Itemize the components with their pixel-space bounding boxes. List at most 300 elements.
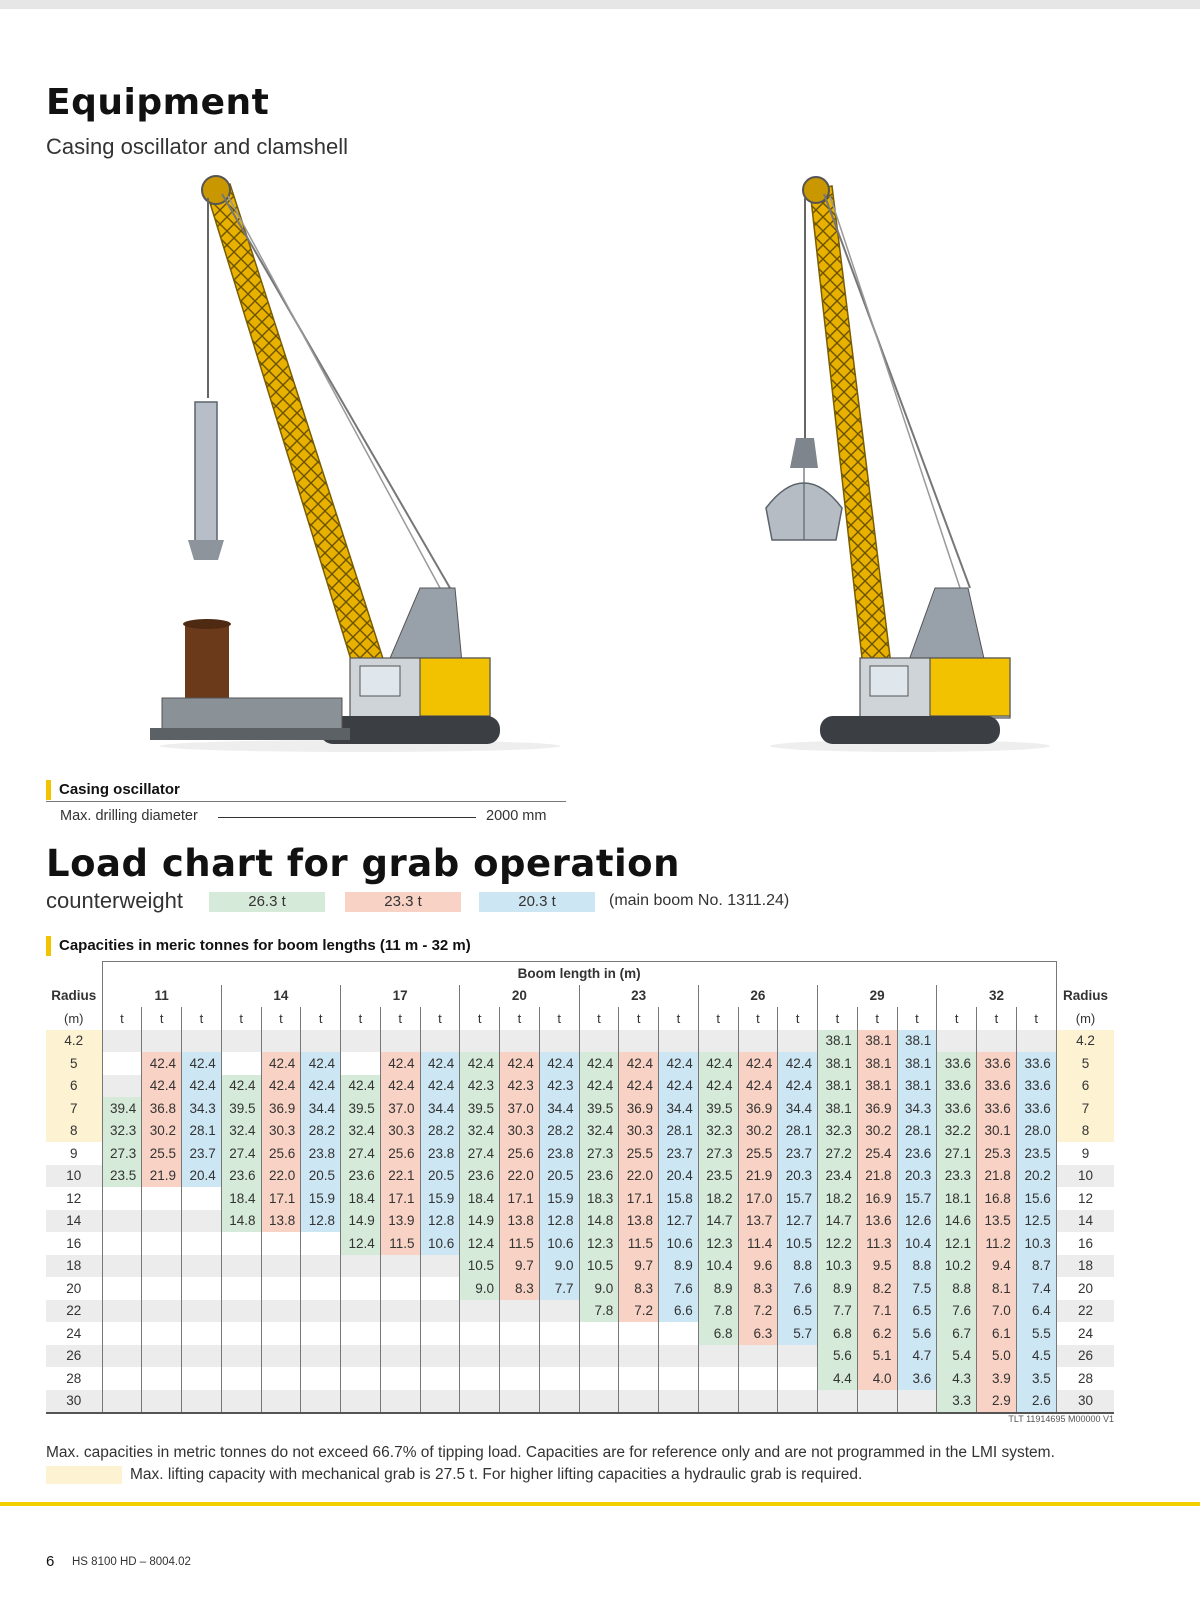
unit-cell: t: [301, 1007, 341, 1030]
table-header-row: [46, 962, 1114, 985]
capacity-cell: [460, 1390, 500, 1413]
capacity-cell: 6.3: [738, 1322, 778, 1345]
capacity-cell: 11.3: [857, 1232, 897, 1255]
capacity-cell: 5.1: [857, 1345, 897, 1368]
capacity-cell: [301, 1300, 341, 1323]
capacity-cell: 32.2: [937, 1120, 977, 1143]
capacity-cell: 14.8: [579, 1210, 619, 1233]
capacity-cell: 4.5: [1016, 1345, 1056, 1368]
capacity-cell: 30.2: [142, 1120, 182, 1143]
capacity-cell: 18.3: [579, 1187, 619, 1210]
section-rule: [46, 801, 566, 802]
boom-lengths-row: [46, 985, 1114, 1008]
capacity-cell: [659, 1390, 699, 1413]
capacity-cell: 42.4: [659, 1075, 699, 1098]
capacity-cell: 14.8: [221, 1210, 261, 1233]
capacity-cell: 25.6: [261, 1142, 301, 1165]
unit-cell: t: [619, 1007, 659, 1030]
capacity-cell: 20.3: [897, 1165, 937, 1188]
capacity-cell: 6.7: [937, 1322, 977, 1345]
capacity-cell: 28.1: [897, 1120, 937, 1143]
capacity-cell: 42.3: [460, 1075, 500, 1098]
unit-cell: t: [698, 1007, 738, 1030]
capacity-cell: 10.6: [420, 1232, 460, 1255]
capacity-cell: 15.7: [897, 1187, 937, 1210]
radius-value: 5: [46, 1052, 102, 1075]
capacity-cell: 25.5: [142, 1142, 182, 1165]
capacity-cell: [182, 1390, 222, 1413]
radius-value: 10: [46, 1165, 102, 1188]
capacity-cell: 32.4: [221, 1120, 261, 1143]
unit-cell: t: [659, 1007, 699, 1030]
capacity-cell: 20.5: [301, 1165, 341, 1188]
capacity-cell: 7.7: [539, 1277, 579, 1300]
capacity-cell: [261, 1030, 301, 1053]
radius-value: 18: [1056, 1255, 1114, 1278]
capacity-cell: 23.7: [778, 1142, 818, 1165]
capacity-cell: 6.6: [659, 1300, 699, 1323]
radius-value: 5: [1056, 1052, 1114, 1075]
capacity-cell: [142, 1367, 182, 1390]
unit-cell: t: [857, 1007, 897, 1030]
page-number: 6: [46, 1553, 55, 1570]
radius-value: 12: [1056, 1187, 1114, 1210]
capacity-cell: 6.2: [857, 1322, 897, 1345]
capacity-cell: [659, 1367, 699, 1390]
capacity-cell: 18.2: [698, 1187, 738, 1210]
capacity-cell: 5.4: [937, 1345, 977, 1368]
capacity-cell: 39.5: [698, 1097, 738, 1120]
capacity-cell: 10.3: [1016, 1232, 1056, 1255]
unit-cell: t: [420, 1007, 460, 1030]
capacity-cell: [182, 1255, 222, 1278]
capacity-cell: [500, 1300, 540, 1323]
capacity-cell: 28.1: [182, 1120, 222, 1143]
capacity-cell: 28.1: [778, 1120, 818, 1143]
unit-cell: t: [579, 1007, 619, 1030]
capacity-cell: 28.2: [420, 1120, 460, 1143]
unit-cell: t: [818, 1007, 858, 1030]
capacity-cell: 9.4: [977, 1255, 1017, 1278]
radius-value: 26: [1056, 1345, 1114, 1368]
radius-value: 16: [1056, 1232, 1114, 1255]
radius-value: 26: [46, 1345, 102, 1368]
capacity-cell: 8.3: [738, 1277, 778, 1300]
capacity-cell: 5.6: [818, 1345, 858, 1368]
capacity-cell: 5.0: [977, 1345, 1017, 1368]
capacity-cell: [380, 1030, 420, 1053]
mechanical-grab-note: Max. lifting capacity with mechanical grab is 27.5 t. For higher lifting capacities a hydraulic grab is required.: [130, 1466, 863, 1483]
capacity-cell: 12.1: [937, 1232, 977, 1255]
capacity-cell: [500, 1367, 540, 1390]
capacity-cell: [221, 1345, 261, 1368]
table-bottom-rule: [46, 1412, 1114, 1414]
capacity-cell: 42.4: [579, 1075, 619, 1098]
capacity-cell: 23.6: [460, 1165, 500, 1188]
spec-label: Max. drilling diameter: [60, 808, 198, 824]
capacity-cell: [301, 1255, 341, 1278]
capacity-cell: [420, 1255, 460, 1278]
boom-length-29: 29: [818, 985, 937, 1008]
capacity-cell: 34.4: [778, 1097, 818, 1120]
capacity-cell: [301, 1030, 341, 1053]
capacity-cell: 21.9: [738, 1165, 778, 1188]
corner-cell: [46, 962, 102, 985]
counterweight-26-3: 26.3 t: [209, 892, 325, 912]
capacity-cell: 8.7: [1016, 1255, 1056, 1278]
capacity-cell: 34.3: [182, 1097, 222, 1120]
capacity-cell: [142, 1030, 182, 1053]
capacity-cell: 42.4: [420, 1075, 460, 1098]
capacity-cell: 14.7: [818, 1210, 858, 1233]
table-row: [46, 1345, 1114, 1368]
capacity-cell: [221, 1367, 261, 1390]
table-row: [46, 1052, 1114, 1075]
capacity-cell: 42.4: [619, 1075, 659, 1098]
capacity-cell: [698, 1345, 738, 1368]
radius-value: 30: [46, 1390, 102, 1413]
capacity-cell: [460, 1367, 500, 1390]
capacity-cell: 12.7: [778, 1210, 818, 1233]
radius-value: 9: [69, 1145, 78, 1161]
unit-cell: t: [341, 1007, 381, 1030]
capacity-cell: [341, 1052, 381, 1075]
capacity-cell: 27.3: [698, 1142, 738, 1165]
capacity-cell: [738, 1367, 778, 1390]
capacity-cell: 34.4: [420, 1097, 460, 1120]
radius-value: 16: [66, 1235, 82, 1251]
capacity-cell: 36.9: [261, 1097, 301, 1120]
capacity-cell: 4.0: [857, 1367, 897, 1390]
capacity-cell: 10.5: [778, 1232, 818, 1255]
table-row: [46, 1165, 1114, 1188]
boom-length-14: 14: [221, 985, 340, 1008]
unit-cell: t: [778, 1007, 818, 1030]
capacity-cell: [221, 1322, 261, 1345]
capacity-cell: 3.3: [937, 1390, 977, 1413]
unit-cell: t: [142, 1007, 182, 1030]
capacity-cell: [261, 1367, 301, 1390]
capacity-cell: 42.4: [380, 1075, 420, 1098]
capacity-cell: 42.4: [261, 1075, 301, 1098]
capacity-cell: [142, 1277, 182, 1300]
capacity-cell: 7.0: [977, 1300, 1017, 1323]
boom-length-26: 26: [698, 985, 817, 1008]
capacity-cell: 20.3: [778, 1165, 818, 1188]
boom-length-23: 23: [579, 985, 698, 1008]
capacity-cell: 42.4: [182, 1075, 222, 1098]
capacity-cell: 23.5: [102, 1165, 142, 1188]
capacity-cell: 38.1: [857, 1030, 897, 1053]
capacity-cell: 15.6: [1016, 1187, 1056, 1210]
crane-casing-oscillator-illustration: [150, 168, 570, 768]
capacity-cell: 3.9: [977, 1367, 1017, 1390]
capacity-cell: [579, 1390, 619, 1413]
capacity-cell: 33.6: [977, 1097, 1017, 1120]
radius-value: 10: [1056, 1165, 1114, 1188]
load-chart-table: [46, 961, 1114, 1412]
capacity-cell: [698, 1390, 738, 1413]
capacity-cell: [102, 1300, 142, 1323]
capacity-cell: [221, 1030, 261, 1053]
capacity-cell: 6.5: [778, 1300, 818, 1323]
capacity-cell: 28.2: [301, 1120, 341, 1143]
capacity-cell: 38.1: [857, 1052, 897, 1075]
capacity-cell: 28.0: [1016, 1120, 1056, 1143]
casing-oscillator-heading: Casing oscillator: [46, 780, 180, 800]
capacity-cell: [261, 1277, 301, 1300]
capacity-cell: 7.2: [738, 1300, 778, 1323]
capacity-cell: 12.8: [420, 1210, 460, 1233]
capacity-cell: [301, 1277, 341, 1300]
capacity-cell: 14.9: [460, 1210, 500, 1233]
capacity-cell: 42.4: [698, 1075, 738, 1098]
table-row: [46, 1097, 1114, 1120]
capacity-cell: [619, 1030, 659, 1053]
capacity-cell: [341, 1030, 381, 1053]
capacity-cell: [857, 1390, 897, 1413]
capacity-cell: 36.9: [619, 1097, 659, 1120]
capacity-cell: 23.8: [539, 1142, 579, 1165]
capacity-cell: 9.5: [857, 1255, 897, 1278]
capacity-cell: 36.9: [738, 1097, 778, 1120]
radius-value: 22: [1056, 1300, 1114, 1323]
capacity-cell: 42.4: [738, 1052, 778, 1075]
unit-cell: t: [897, 1007, 937, 1030]
capacity-cell: [897, 1390, 937, 1413]
capacity-cell: [102, 1232, 142, 1255]
capacity-cell: 23.6: [341, 1165, 381, 1188]
boom-note: (main boom No. 1311.24): [609, 892, 790, 909]
capacity-cell: 39.4: [102, 1097, 142, 1120]
mechanical-grab-legend-swatch: [46, 1466, 122, 1484]
capacity-cell: 9.7: [500, 1255, 540, 1278]
capacity-cell: 30.1: [977, 1120, 1017, 1143]
capacity-cell: 42.4: [698, 1052, 738, 1075]
capacity-cell: [182, 1322, 222, 1345]
capacity-cell: 34.4: [539, 1097, 579, 1120]
capacity-cell: 30.3: [619, 1120, 659, 1143]
capacity-cell: [539, 1390, 579, 1413]
capacity-cell: [142, 1322, 182, 1345]
capacity-cell: 37.0: [380, 1097, 420, 1120]
capacity-cell: [659, 1322, 699, 1345]
spec-leader-line: [218, 817, 476, 818]
capacity-cell: 10.4: [897, 1232, 937, 1255]
radius-unit: (m): [64, 1010, 84, 1026]
table-row: [46, 1187, 1114, 1210]
capacity-cell: [539, 1300, 579, 1323]
capacity-cell: 7.2: [619, 1300, 659, 1323]
capacity-cell: [579, 1345, 619, 1368]
capacity-cell: [380, 1255, 420, 1278]
document-name: HS 8100 HD – 8004.02: [72, 1556, 191, 1568]
capacity-cell: [539, 1367, 579, 1390]
capacity-cell: 23.7: [182, 1142, 222, 1165]
capacity-cell: [579, 1030, 619, 1053]
capacity-cell: 33.6: [977, 1075, 1017, 1098]
radius-value: 24: [1056, 1322, 1114, 1345]
radius-value: 9: [1056, 1142, 1114, 1165]
capacity-cell: 8.8: [897, 1255, 937, 1278]
capacity-cell: 34.4: [301, 1097, 341, 1120]
capacity-cell: 7.5: [897, 1277, 937, 1300]
capacity-cell: 5.7: [778, 1322, 818, 1345]
capacity-cell: [619, 1367, 659, 1390]
radius-value: 28: [66, 1370, 82, 1386]
capacity-cell: [659, 1345, 699, 1368]
capacity-cell: 12.3: [579, 1232, 619, 1255]
capacity-cell: 32.4: [341, 1120, 381, 1143]
capacity-cell: [221, 1277, 261, 1300]
boom-length-17: 17: [341, 985, 460, 1008]
capacity-cell: 38.1: [818, 1097, 858, 1120]
capacity-cell: 12.2: [818, 1232, 858, 1255]
capacity-cell: 8.1: [977, 1277, 1017, 1300]
capacity-cell: 42.4: [420, 1052, 460, 1075]
table-row: [46, 1277, 1114, 1300]
capacity-cell: 17.1: [261, 1187, 301, 1210]
capacity-cell: 18.4: [460, 1187, 500, 1210]
capacity-cell: 11.5: [500, 1232, 540, 1255]
capacity-cell: 12.5: [1016, 1210, 1056, 1233]
capacity-cell: 2.9: [977, 1390, 1017, 1413]
capacity-cell: [778, 1367, 818, 1390]
capacity-cell: 11.5: [619, 1232, 659, 1255]
radius-value: 4.2: [46, 1030, 102, 1053]
capacity-cell: [698, 1367, 738, 1390]
capacity-cell: 4.4: [818, 1367, 858, 1390]
capacity-cell: [539, 1322, 579, 1345]
capacity-cell: 3.5: [1016, 1367, 1056, 1390]
radius-value: 7: [46, 1097, 102, 1120]
capacity-cell: 42.4: [301, 1052, 341, 1075]
capacity-cell: [261, 1255, 301, 1278]
page-title: Equipment: [46, 82, 270, 123]
capacity-cell: 36.8: [142, 1097, 182, 1120]
capacity-cell: 10.6: [659, 1232, 699, 1255]
capacity-cell: [341, 1300, 381, 1323]
radius-value: 12: [66, 1190, 82, 1206]
capacity-cell: [102, 1277, 142, 1300]
capacity-cell: [142, 1210, 182, 1233]
capacity-cell: 9.7: [619, 1255, 659, 1278]
radius-value: 30: [1056, 1390, 1114, 1413]
capacity-cell: [380, 1345, 420, 1368]
capacity-cell: 14.6: [937, 1210, 977, 1233]
capacity-cell: 15.8: [659, 1187, 699, 1210]
table-row: [46, 1120, 1114, 1143]
radius-value: 6: [1056, 1075, 1114, 1098]
capacity-cell: [261, 1300, 301, 1323]
capacity-cell: 32.4: [579, 1120, 619, 1143]
radius-value: 14: [46, 1210, 102, 1233]
capacity-cell: 23.6: [897, 1142, 937, 1165]
capacity-cell: 9.0: [579, 1277, 619, 1300]
unit-cell: t: [539, 1007, 579, 1030]
capacity-cell: [301, 1367, 341, 1390]
capacity-cell: 42.4: [142, 1075, 182, 1098]
capacity-cell: 23.8: [301, 1142, 341, 1165]
capacity-cell: [778, 1345, 818, 1368]
capacity-cell: 3.6: [897, 1367, 937, 1390]
capacity-cell: [102, 1052, 142, 1075]
capacity-cell: [182, 1187, 222, 1210]
capacity-cell: 6.5: [897, 1300, 937, 1323]
capacity-cell: [341, 1390, 381, 1413]
capacity-cell: 22.0: [500, 1165, 540, 1188]
capacity-cell: [102, 1187, 142, 1210]
table-row: [46, 1322, 1114, 1345]
capacity-cell: 9.0: [460, 1277, 500, 1300]
capacity-cell: [102, 1322, 142, 1345]
capacity-cell: 38.1: [818, 1075, 858, 1098]
capacity-cell: 42.4: [460, 1052, 500, 1075]
capacity-cell: 33.6: [937, 1075, 977, 1098]
capacity-cell: 5.6: [897, 1322, 937, 1345]
capacity-cell: 42.4: [778, 1075, 818, 1098]
capacity-cell: [420, 1277, 460, 1300]
capacity-cell: [221, 1390, 261, 1413]
capacity-cell: 25.6: [380, 1142, 420, 1165]
capacity-cell: 20.5: [539, 1165, 579, 1188]
capacity-cell: [182, 1300, 222, 1323]
capacity-cell: 6.1: [977, 1322, 1017, 1345]
capacity-cell: 8.9: [818, 1277, 858, 1300]
capacity-cell: 12.8: [539, 1210, 579, 1233]
capacity-cell: [301, 1390, 341, 1413]
capacity-cell: [579, 1367, 619, 1390]
capacity-cell: 23.7: [659, 1142, 699, 1165]
capacity-cell: 42.4: [142, 1052, 182, 1075]
capacity-cell: 33.6: [1016, 1075, 1056, 1098]
capacity-cell: 18.2: [818, 1187, 858, 1210]
capacity-cell: [420, 1390, 460, 1413]
capacity-cell: 32.4: [460, 1120, 500, 1143]
capacity-cell: 20.4: [182, 1165, 222, 1188]
capacity-cell: 39.5: [221, 1097, 261, 1120]
capacity-cell: 42.4: [539, 1052, 579, 1075]
capacity-cell: 23.4: [818, 1165, 858, 1188]
capacity-cell: [539, 1030, 579, 1053]
capacity-cell: 32.3: [818, 1120, 858, 1143]
radius-label: Radius: [1056, 985, 1114, 1008]
capacity-cell: 42.4: [221, 1075, 261, 1098]
units-row: [46, 1007, 1114, 1030]
capacity-cell: [261, 1232, 301, 1255]
radius-value: 6: [46, 1075, 102, 1098]
radius-unit: (m): [1056, 1007, 1114, 1030]
capacity-cell: 7.4: [1016, 1277, 1056, 1300]
capacity-cell: [102, 1075, 142, 1098]
load-chart-title: Load chart for grab operation: [46, 842, 680, 885]
capacity-cell: 30.3: [261, 1120, 301, 1143]
boom-length-20: 20: [460, 985, 579, 1008]
capacity-cell: 42.4: [579, 1052, 619, 1075]
unit-cell: t: [380, 1007, 420, 1030]
capacity-cell: 15.7: [778, 1187, 818, 1210]
capacity-cell: 42.4: [619, 1052, 659, 1075]
capacity-cell: 39.5: [341, 1097, 381, 1120]
capacity-cell: [977, 1030, 1017, 1053]
radius-value: 28: [1056, 1367, 1114, 1390]
boom-length-11: 11: [102, 985, 221, 1008]
capacity-cell: 8.9: [659, 1255, 699, 1278]
capacities-heading: Capacities in meric tonnes for boom lengths (11 m - 32 m): [46, 936, 471, 956]
capacity-cell: [738, 1345, 778, 1368]
capacity-cell: 13.5: [977, 1210, 1017, 1233]
capacity-cell: 27.4: [460, 1142, 500, 1165]
